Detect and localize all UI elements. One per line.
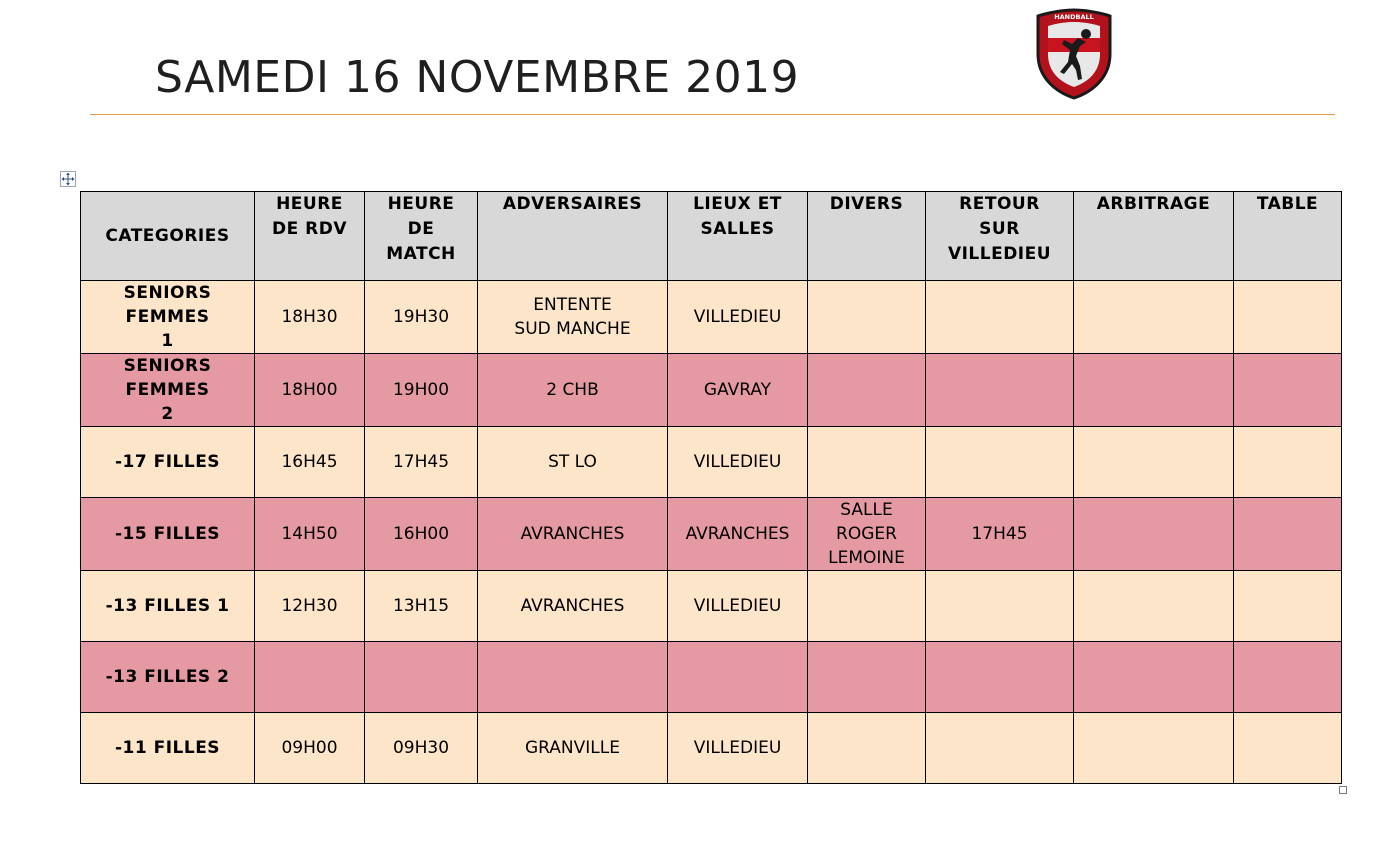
table-row [81,281,1342,354]
title-underline [90,114,1335,115]
header-table: TABLE [1234,192,1342,281]
table-move-handle[interactable] [60,171,76,187]
cell-category: -15 FILLES [81,498,255,571]
table-header-row [81,192,1342,281]
cell-heure-match: 13H15 [365,571,478,642]
cell-table [1234,642,1342,713]
schedule-table [80,191,1342,784]
cell-category: SENIORS FEMMES 2 [81,354,255,427]
cell-retour: 17H45 [926,498,1074,571]
cell-retour [926,713,1074,784]
table-row [81,642,1342,713]
cell-retour [926,427,1074,498]
cell-table [1234,713,1342,784]
cell-divers [808,281,926,354]
cell-divers [808,427,926,498]
cell-heure-match: 09H30 [365,713,478,784]
cell-lieux: VILLEDIEU [668,427,808,498]
header-divers: DIVERS [808,192,926,281]
header-arbitrage: ARBITRAGE [1074,192,1234,281]
header-retour: RETOUR SUR VILLEDIEU [926,192,1074,281]
cell-adversaires: AVRANCHES [478,571,668,642]
handball-club-logo [1034,8,1114,100]
cell-heure-match: 17H45 [365,427,478,498]
cell-category: -17 FILLES [81,427,255,498]
logo-ball [1081,29,1091,39]
header-lieux-salles: LIEUX ET SALLES [668,192,808,281]
table-resize-handle[interactable] [1339,786,1347,794]
cell-heure-rdv: 09H00 [255,713,365,784]
cell-heure-match: 16H00 [365,498,478,571]
cell-heure-rdv: 14H50 [255,498,365,571]
cell-heure-rdv [255,642,365,713]
cell-lieux: VILLEDIEU [668,713,808,784]
table-row [81,713,1342,784]
header-adversaires: ADVERSAIRES [478,192,668,281]
cell-lieux: VILLEDIEU [668,281,808,354]
cell-arbitrage [1074,427,1234,498]
cell-table [1234,281,1342,354]
cell-divers: SALLE ROGER LEMOINE [808,498,926,571]
cell-adversaires [478,642,668,713]
header-categories: CATEGORIES [81,192,255,281]
cell-retour [926,571,1074,642]
cell-table [1234,354,1342,427]
cell-adversaires: GRANVILLE [478,713,668,784]
cell-arbitrage [1074,354,1234,427]
cell-adversaires: ST LO [478,427,668,498]
cell-category: SENIORS FEMMES 1 [81,281,255,354]
cell-heure-rdv: 18H00 [255,354,365,427]
cell-heure-rdv: 16H45 [255,427,365,498]
cell-lieux: AVRANCHES [668,498,808,571]
cell-lieux: GAVRAY [668,354,808,427]
cell-adversaires: 2 CHB [478,354,668,427]
cell-category: -11 FILLES [81,713,255,784]
cell-table [1234,571,1342,642]
cell-arbitrage [1074,281,1234,354]
move-arrows-icon [61,172,75,186]
header-heure-rdv: HEURE DE RDV [255,192,365,281]
cell-category: -13 FILLES 2 [81,642,255,713]
cell-divers [808,713,926,784]
page-title: SAMEDI 16 NOVEMBRE 2019 [155,52,800,103]
table-row [81,354,1342,427]
cell-retour [926,642,1074,713]
cell-retour [926,281,1074,354]
cell-category: -13 FILLES 1 [81,571,255,642]
cell-lieux [668,642,808,713]
cell-heure-match: 19H00 [365,354,478,427]
table-row [81,427,1342,498]
table-row [81,498,1342,571]
cell-lieux: VILLEDIEU [668,571,808,642]
cell-divers [808,571,926,642]
header-heure-match: HEURE DE MATCH [365,192,478,281]
cell-arbitrage [1074,642,1234,713]
cell-arbitrage [1074,571,1234,642]
logo-text: HANDBALL [1054,13,1094,21]
cell-adversaires: AVRANCHES [478,498,668,571]
cell-table [1234,498,1342,571]
cell-heure-match: 19H30 [365,281,478,354]
table-row [81,571,1342,642]
cell-heure-rdv: 18H30 [255,281,365,354]
cell-heure-match [365,642,478,713]
cell-table [1234,427,1342,498]
cell-arbitrage [1074,498,1234,571]
cell-heure-rdv: 12H30 [255,571,365,642]
cell-adversaires: ENTENTE SUD MANCHE [478,281,668,354]
cell-divers [808,642,926,713]
cell-retour [926,354,1074,427]
cell-arbitrage [1074,713,1234,784]
cell-divers [808,354,926,427]
